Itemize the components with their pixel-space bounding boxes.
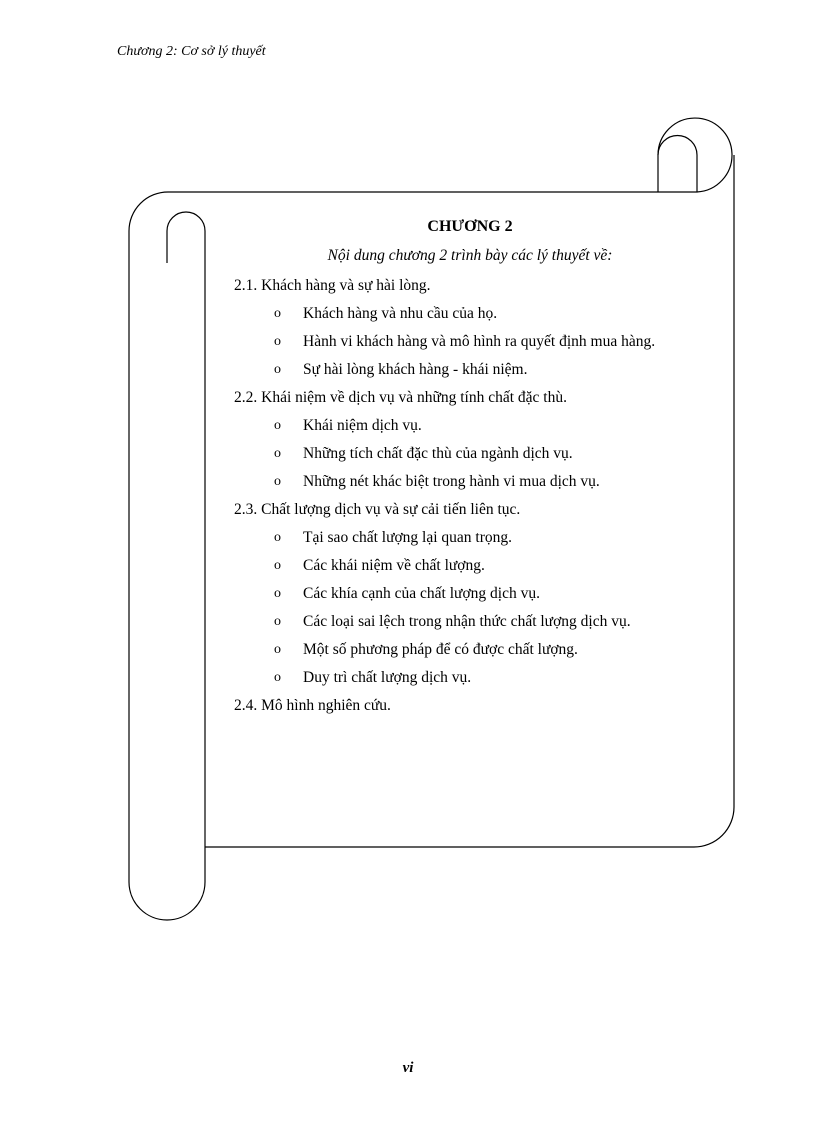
bullet-marker: o bbox=[274, 334, 281, 349]
section-heading: 2.2. Khái niệm về dịch vụ và những tính chất đặc thù. bbox=[234, 389, 567, 406]
list-item-text: Sự hài lòng khách hàng - khái niệm. bbox=[303, 361, 528, 378]
list-item bbox=[234, 584, 703, 604]
running-header: Chương 2: Cơ sở lý thuyết bbox=[117, 44, 266, 59]
chapter-intro: Nội dung chương 2 trình bày các lý thuyết về: bbox=[327, 247, 613, 264]
list-item bbox=[234, 304, 703, 324]
list-item-text: Các khía cạnh của chất lượng dịch vụ. bbox=[303, 585, 540, 602]
bullet-marker: o bbox=[274, 306, 281, 321]
list-item-text: Khái niệm dịch vụ. bbox=[303, 417, 422, 434]
bullet-marker: o bbox=[274, 362, 281, 377]
outline-section bbox=[234, 276, 704, 380]
list-item bbox=[234, 556, 703, 576]
section-heading: 2.3. Chất lượng dịch vụ và sự cải tiến liên tục. bbox=[234, 501, 521, 518]
list-item bbox=[234, 444, 703, 464]
list-item bbox=[234, 332, 703, 352]
chapter-title: CHƯƠNG 2 bbox=[427, 218, 513, 235]
list-item-text: Duy trì chất lượng dịch vụ. bbox=[303, 669, 472, 686]
list-item bbox=[234, 528, 703, 548]
bullet-marker: o bbox=[274, 446, 281, 461]
list-item-text: Khách hàng và nhu cầu của họ. bbox=[303, 305, 498, 322]
list-item bbox=[234, 416, 703, 436]
list-item bbox=[234, 668, 703, 688]
bullet-marker: o bbox=[274, 418, 281, 433]
list-item-text: Hành vi khách hàng và mô hình ra quyết định mua hàng. bbox=[303, 333, 656, 350]
bullet-list bbox=[234, 304, 704, 380]
bullet-marker: o bbox=[274, 474, 281, 489]
bullet-marker: o bbox=[274, 558, 281, 573]
bullet-marker: o bbox=[274, 614, 281, 629]
section-heading: 2.4. Mô hình nghiên cứu. bbox=[234, 697, 391, 714]
outline-section bbox=[234, 696, 704, 716]
page-number: vi bbox=[402, 1060, 414, 1076]
bullet-marker: o bbox=[274, 586, 281, 601]
list-item bbox=[234, 612, 703, 632]
list-item-text: Các khái niệm về chất lượng. bbox=[303, 557, 485, 574]
bullet-marker: o bbox=[274, 642, 281, 657]
outline-section bbox=[234, 388, 704, 492]
list-item-text: Những tích chất đặc thù của ngành dịch vụ. bbox=[303, 445, 573, 462]
bullet-list bbox=[234, 528, 704, 688]
list-item bbox=[234, 472, 703, 492]
section-heading: 2.1. Khách hàng và sự hài lòng. bbox=[234, 277, 431, 294]
list-item bbox=[234, 640, 703, 660]
bullet-marker: o bbox=[274, 670, 281, 685]
bullet-marker: o bbox=[274, 530, 281, 545]
chapter-outline bbox=[234, 276, 704, 724]
list-item bbox=[234, 360, 703, 380]
bullet-list bbox=[234, 416, 704, 492]
list-item-text: Tại sao chất lượng lại quan trọng. bbox=[303, 529, 513, 546]
outline-section bbox=[234, 500, 704, 688]
list-item-text: Các loại sai lệch trong nhận thức chất lượng dịch vụ. bbox=[303, 613, 631, 630]
list-item-text: Một số phương pháp để có được chất lượng. bbox=[303, 641, 578, 658]
list-item-text: Những nét khác biệt trong hành vi mua dịch vụ. bbox=[303, 473, 600, 490]
